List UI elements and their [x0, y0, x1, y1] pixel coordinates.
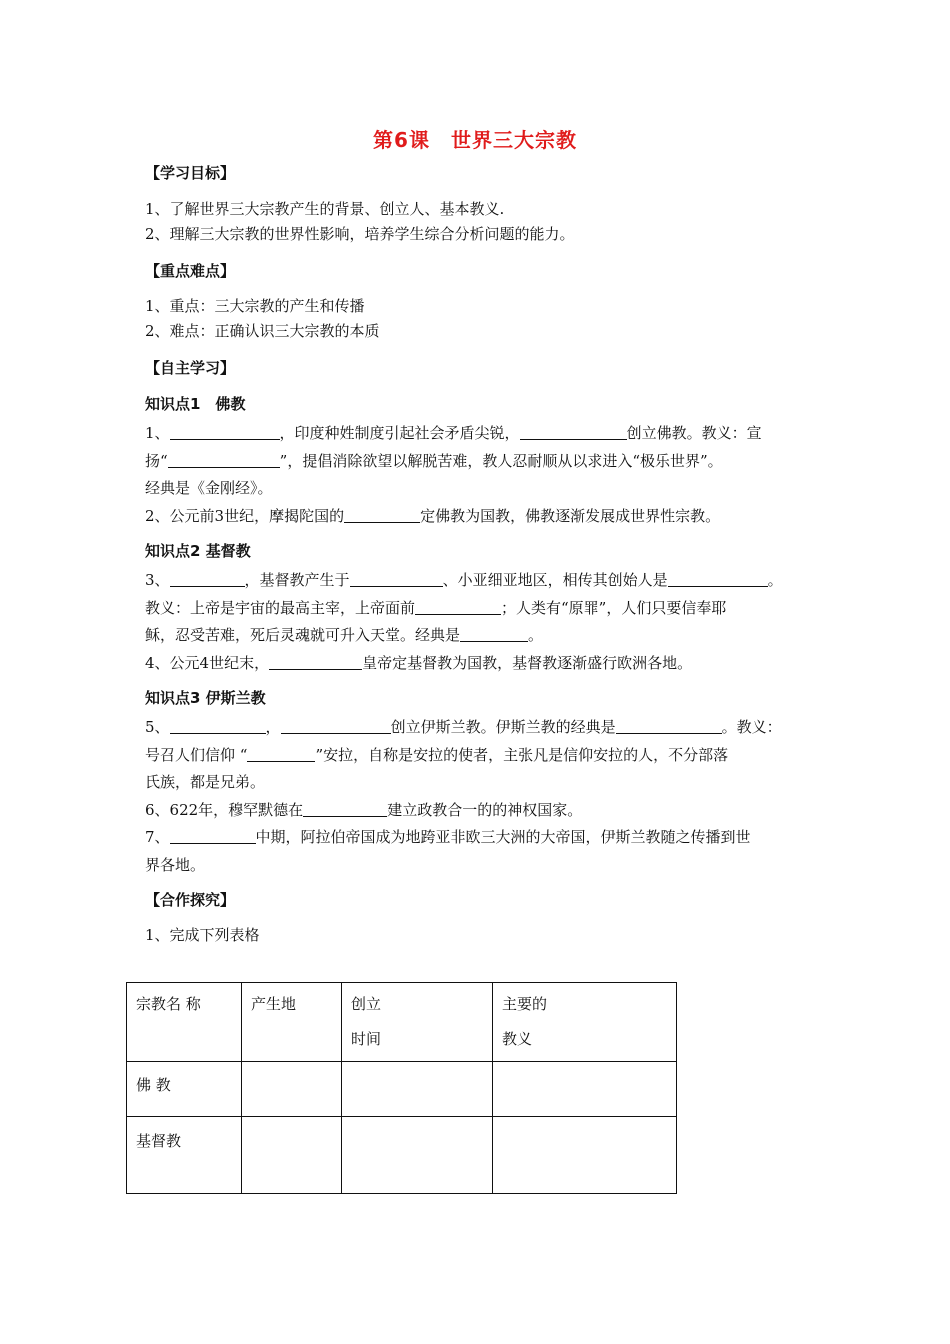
k2-line-2: 教义：上帝是宇宙的最高主宰，上帝面前 ；人类有“原罪”，人们只要信奉耶 — [145, 598, 727, 617]
table-header-row — [127, 983, 677, 1062]
fill-blank[interactable] — [170, 827, 256, 844]
key-item: 2、难点：正确认识三大宗教的本质 — [145, 322, 380, 340]
key-heading: 【重点难点】 — [145, 262, 236, 280]
table-header-cell: 创立 时间 — [342, 983, 493, 1062]
fill-blank[interactable] — [350, 570, 443, 587]
fill-blank[interactable] — [170, 570, 245, 587]
fill-blank[interactable] — [168, 451, 280, 468]
table-header-cell: 主要的 教义 — [493, 983, 677, 1062]
fill-blank[interactable] — [415, 598, 501, 615]
answer-cell[interactable] — [342, 1117, 493, 1194]
k3-line-5: 7、 中期，阿拉伯帝国成为地跨亚非欧三大洲的大帝国，伊斯兰教随之传播到世 — [145, 828, 751, 846]
answer-cell[interactable] — [342, 1062, 493, 1117]
fill-blank[interactable] — [247, 745, 315, 762]
k1-body — [145, 420, 825, 530]
k1-heading: 知识点1 佛教 — [145, 395, 246, 413]
fill-blank[interactable] — [668, 570, 768, 587]
fill-blank[interactable] — [616, 717, 722, 734]
k2-line-3: 稣，忍受苦难，死后灵魂就可升入天堂。经典是 。 — [145, 626, 544, 644]
table-header-cell: 宗教名 称 — [127, 983, 242, 1062]
fill-blank[interactable] — [344, 506, 420, 523]
fill-blank[interactable] — [281, 717, 391, 734]
k3-body — [145, 714, 825, 879]
k2-body — [145, 567, 825, 677]
k1-line-2: 扬“ ”，提倡消除欲望以解脱苦难，教人忍耐顺从以求进入“极乐世界”。 — [145, 451, 723, 470]
goal-item: 2、理解三大宗教的世界性影响，培养学生综合分析问题的能力。 — [145, 225, 575, 243]
fill-blank[interactable] — [520, 423, 627, 440]
k2-line-4: 4、公元4世纪末， 皇帝定基督教为国教，基督教逐渐盛行欧洲各地。 — [145, 653, 693, 672]
goal-item: 1、了解世界三大宗教产生的背景、创立人、基本教义. — [145, 200, 505, 218]
table-row — [127, 1117, 677, 1194]
answer-cell[interactable] — [493, 1117, 677, 1194]
fill-blank[interactable] — [303, 800, 387, 817]
fill-blank[interactable] — [460, 625, 528, 642]
fill-blank[interactable] — [170, 717, 266, 734]
key-list — [145, 294, 825, 344]
k3-heading: 知识点3 伊斯兰教 — [145, 689, 266, 707]
row-label: 基督教 — [127, 1117, 242, 1194]
religion-table — [126, 982, 677, 1194]
k1-line-3: 经典是《金刚经》。 — [145, 479, 273, 497]
answer-cell[interactable] — [242, 1117, 342, 1194]
k3-line-3: 氏族，都是兄弟。 — [145, 773, 266, 791]
k3-line-4: 6、622年，穆罕默德在 建立政教合一的的神权国家。 — [145, 800, 583, 819]
table-row — [127, 1062, 677, 1117]
page-title: 第6课 世界三大宗教 — [373, 128, 577, 152]
coop-heading: 【合作探究】 — [145, 891, 236, 909]
k3-line-6: 界各地。 — [145, 855, 206, 874]
k1-line-1: 1、 ，印度种姓制度引起社会矛盾尖锐， 创立佛教。教义：宣 — [145, 424, 762, 442]
self-study-heading: 【自主学习】 — [145, 359, 236, 377]
answer-cell[interactable] — [493, 1062, 677, 1117]
k3-line-1: 5、 ， 创立伊斯兰教。伊斯兰教的经典是 。教义： — [145, 718, 782, 736]
k3-line-2: 号召人们信仰 “ ”安拉，自称是安拉的使者，主张凡是信仰安拉的人，不分部落 — [145, 745, 729, 764]
goals-heading: 【学习目标】 — [145, 164, 236, 182]
k2-line-1: 3、 ，基督教产生于 、小亚细亚地区，相传其创始人是 。 — [145, 571, 783, 589]
answer-cell[interactable] — [242, 1062, 342, 1117]
fill-blank[interactable] — [269, 653, 362, 670]
k2-heading: 知识点2 基督教 — [145, 542, 251, 560]
row-label: 佛 教 — [127, 1062, 242, 1117]
key-item: 1、重点：三大宗教的产生和传播 — [145, 297, 365, 315]
fill-blank[interactable] — [170, 423, 280, 440]
table-header-cell: 产生地 — [242, 983, 342, 1062]
k1-line-4: 2、公元前3世纪，摩揭陀国的 定佛教为国教，佛教逐渐发展成世界性宗教。 — [145, 506, 721, 525]
goals-list — [145, 197, 825, 247]
coop-task: 1、完成下列表格 — [145, 926, 260, 944]
